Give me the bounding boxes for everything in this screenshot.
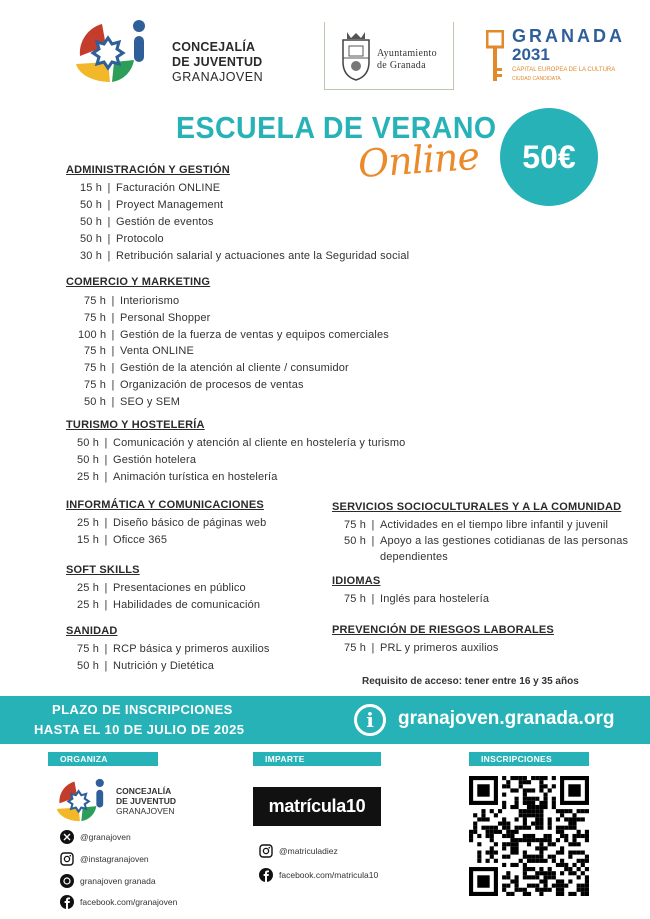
course-separator: | bbox=[104, 599, 108, 611]
course-hours: 25 h bbox=[76, 471, 99, 483]
course-separator: | bbox=[104, 582, 108, 594]
section-heading-turismo: TURISMO Y HOSTELERÍA bbox=[66, 419, 205, 431]
course-separator: | bbox=[107, 182, 111, 194]
course-item bbox=[78, 362, 349, 374]
concejalia-line3: GRANAJOVEN bbox=[172, 70, 264, 84]
coat-of-arms-icon bbox=[339, 30, 373, 82]
access-requirement: Requisito de acceso: tener entre 16 y 35 años bbox=[362, 676, 579, 687]
course-item bbox=[78, 345, 194, 357]
course-hours: 75 h bbox=[83, 362, 106, 375]
social-facebook[interactable] bbox=[60, 895, 177, 909]
course-separator: | bbox=[107, 199, 111, 211]
course-item bbox=[78, 379, 304, 391]
course-hours: 50 h bbox=[80, 199, 103, 211]
course-item bbox=[75, 437, 405, 449]
course-name: PRL y primeros auxilios bbox=[380, 642, 499, 654]
course-item bbox=[75, 454, 196, 466]
course-name: Nutrición y Dietética bbox=[113, 660, 214, 672]
matricula-instagram-text: @matriculadiez bbox=[279, 846, 338, 856]
course-item bbox=[75, 517, 266, 529]
course-name: Gestión hotelera bbox=[113, 454, 197, 466]
course-item bbox=[78, 295, 179, 307]
course-name: Gestión de la fuerza de ventas y equipos comerciales bbox=[120, 328, 389, 341]
course-name: Apoyo a las gestiones cotidianas de las personas bbox=[380, 535, 629, 547]
course-hours: 50 h bbox=[83, 395, 106, 408]
course-item bbox=[338, 593, 489, 605]
course-separator: | bbox=[104, 437, 108, 449]
course-name: Oficce 365 bbox=[113, 534, 168, 546]
course-item bbox=[80, 199, 223, 211]
course-name: Diseño básico de páginas web bbox=[113, 517, 267, 529]
inscripciones-label: INSCRIPCIONES bbox=[469, 752, 589, 766]
facebook-icon bbox=[259, 868, 273, 882]
concejalia-small-text bbox=[116, 786, 176, 816]
course-hours: 75 h bbox=[76, 643, 99, 655]
concejalia-line1: CONCEJALÍA bbox=[172, 40, 256, 54]
section-heading-soft: SOFT SKILLS bbox=[66, 564, 140, 576]
course-hours: 50 h bbox=[343, 535, 366, 547]
social-instagram-text: @instagranajoven bbox=[80, 854, 149, 864]
social-instagram[interactable] bbox=[60, 852, 149, 866]
course-hours: 25 h bbox=[76, 582, 99, 594]
social-x[interactable] bbox=[60, 830, 131, 844]
course-item bbox=[80, 182, 220, 194]
info-icon: i bbox=[354, 704, 386, 736]
key-icon bbox=[486, 30, 504, 84]
course-hours: 50 h bbox=[76, 437, 99, 449]
title-online: Online bbox=[356, 133, 481, 187]
course-hours: 75 h bbox=[343, 642, 366, 654]
course-separator: | bbox=[371, 642, 375, 654]
social-web[interactable] bbox=[60, 874, 156, 888]
course-separator: | bbox=[107, 216, 111, 228]
course-name: SEO y SEM bbox=[120, 395, 181, 408]
course-item bbox=[80, 233, 164, 245]
course-separator: | bbox=[104, 517, 108, 529]
matricula10-logo: matrícula10 bbox=[253, 787, 381, 826]
banner-line2: HASTA EL 10 DE JULIO DE 2025 bbox=[34, 722, 245, 737]
section-heading-comercio: COMERCIO Y MARKETING bbox=[66, 276, 211, 288]
course-separator: | bbox=[111, 379, 115, 391]
granada-capital: CAPITAL EUROPEA DE LA CULTURA bbox=[512, 67, 616, 73]
course-name: Inglés para hostelería bbox=[380, 593, 490, 605]
course-separator: | bbox=[371, 593, 375, 605]
section-heading-idiomas: IDIOMAS bbox=[332, 575, 381, 587]
course-hours: 100 h bbox=[78, 328, 107, 341]
course-name: Organización de procesos de ventas bbox=[120, 379, 304, 391]
conc-sm-line2: DE JUVENTUD bbox=[116, 796, 176, 806]
course-item bbox=[78, 329, 389, 341]
course-name: Gestión de eventos bbox=[116, 216, 214, 228]
course-separator: | bbox=[107, 233, 111, 245]
course-hours: 15 h bbox=[76, 534, 99, 546]
section-heading-admin: ADMINISTRACIÓN Y GESTIÓN bbox=[66, 164, 230, 176]
course-separator: | bbox=[104, 643, 108, 655]
web-icon bbox=[60, 874, 74, 888]
section-heading-informatica: INFORMÁTICA Y COMUNICACIONES bbox=[66, 499, 264, 511]
social-web-text: granajoven granada bbox=[80, 876, 156, 886]
registration-banner bbox=[0, 696, 650, 744]
course-item bbox=[80, 216, 213, 228]
price-badge: 50€ bbox=[500, 108, 598, 206]
concejalia-line2: DE JUVENTUD bbox=[172, 55, 263, 69]
course-name: Comunicación y atención al cliente en hostelería y turismo bbox=[113, 437, 406, 449]
course-name: Venta ONLINE bbox=[120, 345, 194, 358]
course-name: Animación turística en hostelería bbox=[113, 471, 278, 483]
granada-candidata: CIUDAD CANDIDATA bbox=[512, 76, 561, 82]
course-item bbox=[78, 312, 210, 324]
conc-sm-line3: GRANAJOVEN bbox=[116, 806, 175, 816]
course-separator: | bbox=[111, 345, 115, 358]
facebook-icon bbox=[60, 895, 74, 909]
course-separator: | bbox=[111, 362, 115, 375]
course-separator: | bbox=[107, 250, 111, 262]
course-hours: 75 h bbox=[83, 311, 106, 324]
matricula-instagram[interactable] bbox=[259, 844, 338, 858]
course-item bbox=[80, 250, 409, 262]
concejalia-title bbox=[172, 40, 263, 85]
social-x-text: @granajoven bbox=[80, 832, 131, 842]
course-name: Actividades en el tiempo libre infantil y juvenil bbox=[380, 519, 609, 531]
imparte-label: IMPARTE bbox=[253, 752, 381, 766]
course-hours: 75 h bbox=[83, 345, 106, 358]
granada-year: 2031 bbox=[512, 45, 550, 64]
matricula-facebook[interactable] bbox=[259, 868, 378, 882]
instagram-icon bbox=[60, 852, 74, 866]
course-separator: | bbox=[104, 454, 108, 466]
course-hours: 30 h bbox=[80, 250, 103, 262]
course-separator: | bbox=[371, 519, 375, 531]
course-hours: 50 h bbox=[76, 454, 99, 466]
course-item bbox=[75, 534, 167, 546]
course-hours: 15 h bbox=[80, 182, 103, 194]
website-link[interactable]: granajoven.granada.org bbox=[398, 708, 615, 729]
course-name: Personal Shopper bbox=[120, 311, 211, 324]
course-name: RCP básica y primeros auxilios bbox=[113, 643, 270, 655]
course-item bbox=[338, 642, 499, 654]
course-name: Gestión de la atención al cliente / consumidor bbox=[120, 362, 349, 375]
course-name: Protocolo bbox=[116, 233, 164, 245]
course-separator: | bbox=[104, 534, 108, 546]
course-hours: 50 h bbox=[80, 233, 103, 245]
social-facebook-text: facebook.com/granajoven bbox=[80, 897, 178, 907]
course-separator: | bbox=[111, 395, 115, 408]
course-name: Facturación ONLINE bbox=[116, 182, 221, 194]
section-heading-servicios: SERVICIOS SOCIOCULTURALES Y A LA COMUNIDAD bbox=[332, 501, 622, 513]
course-name: Presentaciones en público bbox=[113, 582, 246, 594]
course-separator: | bbox=[104, 471, 108, 483]
organiza-label: ORGANIZA bbox=[48, 752, 158, 766]
concejalia-logo-small bbox=[54, 776, 110, 824]
x-icon bbox=[60, 830, 74, 844]
instagram-icon bbox=[259, 844, 273, 858]
course-hours: 75 h bbox=[343, 593, 366, 605]
course-item bbox=[75, 582, 246, 594]
matricula-facebook-text: facebook.com/matricula10 bbox=[279, 870, 379, 880]
course-item bbox=[338, 519, 608, 531]
course-hours: 75 h bbox=[343, 519, 366, 531]
course-item bbox=[75, 660, 214, 672]
course-hours: 50 h bbox=[80, 216, 103, 228]
page-title: ESCUELA DE VERANO bbox=[176, 110, 497, 145]
course-hours: 25 h bbox=[76, 599, 99, 611]
course-item bbox=[338, 551, 448, 563]
ayuntamiento-line1: Ayuntamiento bbox=[377, 48, 437, 59]
course-separator: | bbox=[104, 660, 108, 672]
concejalia-logo-mark bbox=[72, 16, 154, 86]
conc-sm-line1: CONCEJALÍA bbox=[116, 786, 172, 796]
course-hours: 75 h bbox=[83, 295, 106, 307]
banner-line1: PLAZO DE INSCRIPCIONES bbox=[52, 702, 233, 717]
course-separator: | bbox=[111, 328, 115, 341]
course-separator: | bbox=[111, 295, 115, 307]
course-item bbox=[75, 599, 260, 611]
course-separator: | bbox=[371, 535, 375, 547]
course-item bbox=[338, 535, 628, 547]
course-item bbox=[75, 471, 278, 483]
course-name: Interiorismo bbox=[120, 295, 180, 307]
course-name: Habilidades de comunicación bbox=[113, 599, 261, 611]
course-hours: 75 h bbox=[83, 379, 106, 391]
course-name: Proyect Management bbox=[116, 199, 224, 211]
course-hours: 50 h bbox=[76, 660, 99, 672]
granada-word: GRANADA bbox=[512, 26, 625, 46]
section-heading-prevencion: PREVENCIÓN DE RIESGOS LABORALES bbox=[332, 624, 554, 636]
course-separator: | bbox=[111, 311, 115, 324]
course-hours: 25 h bbox=[76, 517, 99, 529]
ayuntamiento-line2: de Granada bbox=[377, 60, 426, 71]
course-name: Retribución salarial y actuaciones ante la Seguridad social bbox=[116, 250, 410, 262]
course-name: dependientes bbox=[380, 551, 448, 563]
ayuntamiento-logo bbox=[324, 22, 454, 90]
course-item bbox=[75, 643, 270, 655]
course-item bbox=[78, 396, 180, 408]
qr-code[interactable] bbox=[469, 776, 589, 896]
section-heading-sanidad: SANIDAD bbox=[66, 625, 118, 637]
